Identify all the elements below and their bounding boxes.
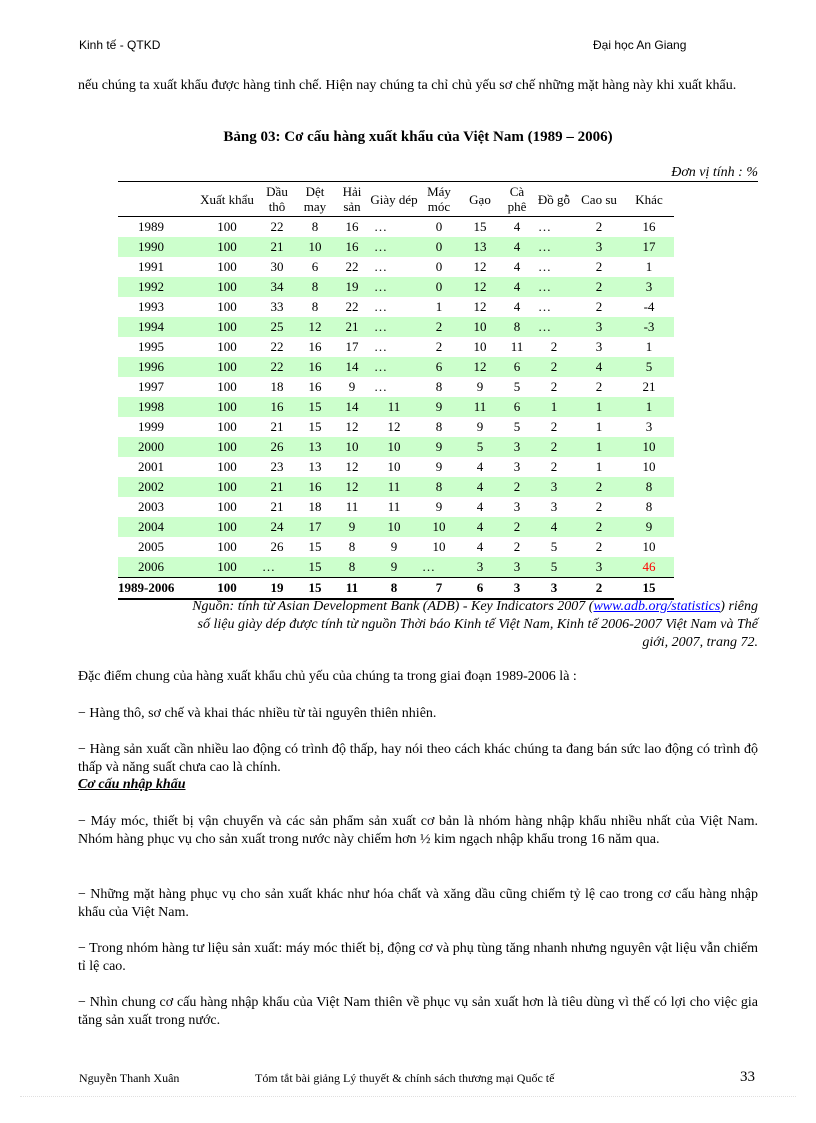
total-cell: 11: [334, 578, 370, 600]
table-row: [118, 457, 674, 477]
table-cell: 23: [270, 459, 284, 474]
table-cell: …: [538, 299, 551, 314]
table-cell: 5: [534, 557, 574, 578]
table-cell: 9: [390, 539, 398, 554]
footer-title: Tóm tắt bài giảng Lý thuyết & chính sách thương mại Quốc tế: [255, 1071, 555, 1085]
table-row: [118, 237, 674, 257]
total-cell: 15: [296, 578, 334, 600]
table-cell: 1993: [138, 299, 164, 314]
table-cell: 21: [642, 379, 656, 394]
table-cell: 9: [348, 379, 356, 394]
column-header: Giày dép: [370, 182, 418, 217]
paragraph-production-goods: − Trong nhóm hàng tư liệu sản xuất: máy móc thiết bị, động cơ và phụ tùng tăng nhanh nhưng nguyên vật liệu vẫn chiếm tỉ lệ cao.: [78, 941, 758, 974]
table-cell: 2: [574, 477, 624, 497]
table-cell: …: [258, 557, 296, 578]
table-cell: 2: [550, 339, 558, 354]
table-cell: 2: [595, 539, 603, 554]
table-cell: 2003: [138, 499, 164, 514]
table-cell: 1992: [118, 277, 196, 297]
table-cell: 10: [473, 339, 487, 354]
table-cell: 1999: [138, 419, 164, 434]
table-cell: 2002: [118, 477, 196, 497]
table-cell: 11: [460, 397, 500, 417]
table-cell: 15: [308, 419, 322, 434]
table-cell: 4: [476, 539, 484, 554]
table-cell: 13: [296, 437, 334, 457]
total-cell: 3: [500, 578, 534, 600]
table-cell: 10: [370, 517, 418, 537]
intro-paragraph: nếu chúng ta xuất khẩu được hàng tinh chế. Hiện nay chúng ta chỉ chủ yếu sơ chế những mặt hàng này khi xuất khẩu.: [78, 78, 737, 93]
total-cell: 3: [534, 578, 574, 600]
table-cell: 1995: [138, 339, 164, 354]
table-cell: 8: [311, 299, 319, 314]
table-cell: 2: [534, 437, 574, 457]
table-cell: 21: [270, 419, 284, 434]
table-cell: 100: [196, 477, 258, 497]
table-cell: 1: [534, 397, 574, 417]
table-body: [118, 217, 674, 600]
table-cell: 8: [348, 539, 356, 554]
table-row: [118, 377, 674, 397]
table-cell: 11: [510, 339, 524, 354]
table-cell: 16: [642, 219, 656, 234]
table-header-row: [118, 182, 674, 217]
table-cell: 9: [334, 517, 370, 537]
table-cell: 10: [624, 437, 674, 457]
table-cell: 2: [550, 379, 558, 394]
table-cell: 4: [460, 517, 500, 537]
table-cell: 3: [500, 437, 534, 457]
table-cell: 6: [500, 357, 534, 377]
table-unit: Đơn vị tính : %: [671, 165, 758, 180]
table-cell: 8: [296, 277, 334, 297]
table-cell: 24: [258, 517, 296, 537]
table-cell: 1989: [138, 219, 164, 234]
table-cell: 3: [513, 499, 521, 514]
column-header: Xuất khẩu: [196, 182, 258, 217]
table-cell: 2: [435, 339, 443, 354]
table-cell: 10: [642, 539, 656, 554]
table-cell: 2004: [118, 517, 196, 537]
table-cell: 4: [574, 357, 624, 377]
table-cell: 1996: [118, 357, 196, 377]
table-cell: 10: [642, 459, 656, 474]
table-cell: 11: [370, 397, 418, 417]
table-cell: 0: [435, 259, 443, 274]
table-cell: 11: [370, 477, 418, 497]
table-cell: 0: [435, 219, 443, 234]
table-cell: 1990: [118, 237, 196, 257]
source-suffix: ) riêng: [720, 599, 758, 614]
table-cell: …: [534, 317, 574, 337]
table-cell: 21: [258, 237, 296, 257]
total-cell: 15: [624, 578, 674, 600]
table-cell: 9: [435, 459, 443, 474]
table-row: [118, 557, 674, 578]
total-cell: 6: [460, 578, 500, 600]
source-link[interactable]: www.adb.org/statistics: [593, 599, 721, 614]
table-cell: …: [370, 237, 418, 257]
table-cell: 2: [595, 299, 603, 314]
table-cell: 8: [500, 317, 534, 337]
table-cell: …: [418, 557, 460, 578]
table-row: [118, 397, 674, 417]
table-cell: …: [370, 317, 418, 337]
table-cell: 9: [435, 499, 443, 514]
table-cell: 15: [296, 397, 334, 417]
table-cell: 16: [345, 219, 359, 234]
table-total-row: [118, 578, 674, 600]
paragraph-characteristics: Đặc điểm chung của hàng xuất khẩu chủ yếu của chúng ta trong giai đoạn 1989-2006 là :: [78, 669, 577, 684]
header-left: Kinh tế - QTKD: [79, 38, 161, 52]
table-cell: 18: [270, 379, 284, 394]
paragraph-raw-goods: − Hàng thô, sơ chế và khai thác nhiều từ tài nguyên thiên nhiên.: [78, 706, 437, 721]
table-row: [118, 517, 674, 537]
table-cell: 12: [387, 419, 401, 434]
table-cell: 2: [595, 219, 603, 234]
table-cell: 21: [270, 499, 284, 514]
total-cell: 8: [370, 578, 418, 600]
table-cell: 30: [270, 259, 284, 274]
total-cell: 19: [258, 578, 296, 600]
table-cell: 100: [217, 219, 237, 234]
table-source: [78, 598, 758, 652]
table-cell: 10: [418, 517, 460, 537]
table-cell: 6: [418, 357, 460, 377]
table-row: [118, 537, 674, 557]
table-cell: 100: [196, 397, 258, 417]
header-right: Đại học An Giang: [593, 38, 687, 52]
paragraph-chemicals: − Những mặt hàng phục vụ cho sản xuất khác như hóa chất và xăng dầu cũng chiếm tỷ lệ cao trong cơ cấu hàng nhập khẩu của Việt Nam.: [78, 887, 758, 920]
table-cell: 26: [270, 539, 284, 554]
table-cell: …: [534, 237, 574, 257]
table-cell: 33: [270, 299, 284, 314]
total-cell: 100: [196, 578, 258, 600]
table-cell: 100: [217, 339, 237, 354]
table-cell: 9: [418, 397, 460, 417]
table-cell: 10: [296, 237, 334, 257]
table-cell: 4: [460, 477, 500, 497]
table-cell: …: [370, 277, 418, 297]
table-cell: 1994: [118, 317, 196, 337]
table-cell: 8: [624, 477, 674, 497]
table-cell: 0: [418, 237, 460, 257]
table-cell: 15: [308, 539, 322, 554]
table-cell: 0: [418, 277, 460, 297]
table-cell: 5: [550, 539, 558, 554]
table-cell: 5: [460, 437, 500, 457]
table-cell: 4: [476, 459, 484, 474]
table-cell: 12: [334, 477, 370, 497]
paragraph-machinery: − Máy móc, thiết bị vận chuyển và các sản phẩm sản xuất cơ bản là nhóm hàng nhập khẩu nhiều nhất của Việt Nam. Nhóm hàng phục vụ cho sản xuất trong nước này chiếm hơn ½ kim ngạch nhập khẩu trong 16 năm qua.: [78, 814, 758, 847]
table-cell: 21: [258, 477, 296, 497]
table-cell: 13: [308, 459, 322, 474]
table-cell: 16: [308, 339, 322, 354]
table-cell: 15: [473, 219, 487, 234]
table-cell: 9: [370, 557, 418, 578]
table-cell: 8: [418, 477, 460, 497]
table-cell: 4: [500, 277, 534, 297]
table-cell: 100: [196, 357, 258, 377]
table-cell: 3: [645, 419, 653, 434]
table-cell: 8: [311, 219, 319, 234]
column-header: Cao su: [574, 182, 624, 217]
table-cell: …: [534, 277, 574, 297]
table-cell: 25: [258, 317, 296, 337]
table-cell: 26: [258, 437, 296, 457]
source-line2: số liệu giày dép được tính từ nguồn Thời báo Kinh tế Việt Nam, Kinh tế 2006-2007 Việt Nam và Thế: [197, 617, 758, 632]
table-cell: 9: [476, 379, 484, 394]
paragraph-overall: − Nhìn chung cơ cấu hàng nhập khẩu của Việt Nam thiên về phục vụ sản xuất hơn là tiêu dùng vì thế có lợi cho việc gia tăng sản xuất trong nước.: [78, 995, 758, 1028]
table-cell: 9: [624, 517, 674, 537]
table-cell: 100: [217, 419, 237, 434]
table-cell: 100: [196, 277, 258, 297]
table-cell: 12: [460, 357, 500, 377]
table-cell: 16: [334, 237, 370, 257]
table-cell: 10: [370, 437, 418, 457]
table-cell: 2: [595, 499, 603, 514]
table-row: [118, 317, 674, 337]
table-cell: 19: [334, 277, 370, 297]
table-cell: 22: [270, 339, 284, 354]
table-cell: -4: [643, 299, 655, 314]
table-cell: 1997: [138, 379, 164, 394]
page-number: 33: [740, 1069, 755, 1085]
table-cell: 2: [595, 259, 603, 274]
table-cell: …: [370, 357, 418, 377]
table-cell: 100: [217, 259, 237, 274]
table-cell: 4: [534, 517, 574, 537]
table-cell: 2: [534, 357, 574, 377]
table-cell: …: [374, 219, 387, 234]
total-cell: 1989-2006: [118, 578, 196, 600]
table-cell: 11: [345, 499, 359, 514]
table-cell: 2: [500, 517, 534, 537]
table-cell: 3: [534, 477, 574, 497]
table-cell: 12: [460, 277, 500, 297]
export-structure-table: [118, 182, 674, 600]
table-cell: 4: [513, 259, 521, 274]
table-cell: 17: [296, 517, 334, 537]
table-cell: 15: [296, 557, 334, 578]
table-cell: 34: [258, 277, 296, 297]
table-cell: 1991: [138, 259, 164, 274]
table-cell: 14: [334, 397, 370, 417]
table-cell: 100: [217, 459, 237, 474]
table-cell: 17: [345, 339, 359, 354]
table-cell: 3: [574, 317, 624, 337]
table-cell: 3: [500, 557, 534, 578]
table-cell: 2006: [118, 557, 196, 578]
table-cell: 100: [217, 299, 237, 314]
table-cell: 16: [296, 357, 334, 377]
table-row: [118, 357, 674, 377]
table-cell: 3: [595, 339, 603, 354]
column-header: Dầu thô: [258, 182, 296, 217]
table-cell: 100: [196, 557, 258, 578]
column-header: Gạo: [460, 182, 500, 217]
table-cell: 1: [645, 259, 653, 274]
table-cell: 10: [334, 437, 370, 457]
table-cell: 11: [387, 499, 401, 514]
table-cell: 16: [296, 477, 334, 497]
table-cell: 2: [550, 459, 558, 474]
table-cell: 8: [645, 499, 653, 514]
table-cell: -3: [624, 317, 674, 337]
table-row: [118, 337, 674, 357]
table-cell: 3: [574, 237, 624, 257]
footer-rule: [20, 1096, 796, 1097]
footer-author: Nguyễn Thanh Xuân: [79, 1071, 180, 1085]
paragraph-labor: − Hàng sản xuất cần nhiều lao động có trình độ thấp, hay nói theo cách khác chúng ta đang bán sức lao động có trình độ thấp và năng suất chưa cao là chính.: [78, 742, 758, 775]
table-cell: …: [538, 259, 551, 274]
column-header: Cà phê: [500, 182, 534, 217]
table-cell: 12: [473, 259, 487, 274]
table-cell: 2: [550, 419, 558, 434]
table-cell: 2: [513, 539, 521, 554]
table-cell: 4: [513, 219, 521, 234]
table-cell: 5: [624, 357, 674, 377]
table-cell: 2001: [138, 459, 164, 474]
table-cell: 5: [513, 419, 521, 434]
table-cell: 22: [345, 259, 359, 274]
table-cell: 12: [345, 419, 359, 434]
table-cell: 6: [311, 259, 319, 274]
source-prefix: Nguồn: tính từ Asian Development Bank (ADB) - Key Indicators 2007 (: [192, 599, 594, 614]
table-cell: 100: [196, 237, 258, 257]
table-cell: 8: [334, 557, 370, 578]
table-cell: 1: [435, 299, 443, 314]
table-cell: 12: [345, 459, 359, 474]
table-cell: 14: [334, 357, 370, 377]
table-cell: 13: [460, 237, 500, 257]
table-cell: 1: [595, 419, 603, 434]
table-row: [118, 477, 674, 497]
table-cell: 4: [476, 499, 484, 514]
table-row: [118, 257, 674, 277]
table-cell: 8: [435, 379, 443, 394]
table-cell: 4: [513, 299, 521, 314]
table-cell: 10: [460, 317, 500, 337]
table-row: [118, 417, 674, 437]
table-cell: …: [538, 219, 551, 234]
table-cell: 2: [418, 317, 460, 337]
table-cell: 5: [513, 379, 521, 394]
column-header: Khác: [624, 182, 674, 217]
table-cell: 3: [574, 557, 624, 578]
table-cell: …: [374, 379, 387, 394]
column-header: Dệt may: [296, 182, 334, 217]
table-cell: 2: [574, 277, 624, 297]
table-cell: 2: [500, 477, 534, 497]
table-cell: 100: [196, 517, 258, 537]
table-cell: 21: [334, 317, 370, 337]
column-header: [118, 182, 196, 217]
table-cell: 100: [196, 437, 258, 457]
table-row: [118, 217, 674, 238]
table-cell: 1: [574, 397, 624, 417]
table-cell: 22: [270, 219, 284, 234]
table-cell: …: [374, 299, 387, 314]
table-cell: 16: [308, 379, 322, 394]
table-cell: 1: [595, 459, 603, 474]
table-cell: …: [374, 259, 387, 274]
table-cell: 3: [460, 557, 500, 578]
table-cell: 18: [308, 499, 322, 514]
table-cell: 8: [435, 419, 443, 434]
table-cell: 12: [296, 317, 334, 337]
table-row: [118, 437, 674, 457]
table-row: [118, 297, 674, 317]
table-cell: 2000: [118, 437, 196, 457]
column-header: Hải sản: [334, 182, 370, 217]
table-row: [118, 277, 674, 297]
table-cell: 10: [387, 459, 401, 474]
column-header: Đồ gỗ: [534, 182, 574, 217]
table-cell: 2: [574, 517, 624, 537]
table-cell: 6: [500, 397, 534, 417]
section-heading-imports: Cơ cấu nhập khẩu: [78, 777, 186, 792]
table-cell: 10: [432, 539, 446, 554]
table-cell: 22: [258, 357, 296, 377]
table-cell: 2: [595, 379, 603, 394]
table-cell: 12: [473, 299, 487, 314]
table-cell: 1: [624, 397, 674, 417]
table-cell: 22: [345, 299, 359, 314]
table-cell: 1: [574, 437, 624, 457]
table-cell: 9: [476, 419, 484, 434]
table-cell: 1: [645, 339, 653, 354]
column-header: Máy móc: [418, 182, 460, 217]
table-cell: 100: [217, 499, 237, 514]
table-cell: 9: [418, 437, 460, 457]
total-cell: 7: [418, 578, 460, 600]
table-cell: 3: [550, 499, 558, 514]
table-row: [118, 497, 674, 517]
table-cell: …: [374, 339, 387, 354]
table-cell: 100: [217, 379, 237, 394]
table-title: Bảng 03: Cơ cấu hàng xuất khẩu của Việt Nam (1989 – 2006): [223, 129, 613, 145]
table-cell: 1998: [118, 397, 196, 417]
table-cell: 46: [624, 557, 674, 578]
table-cell: 2005: [138, 539, 164, 554]
table-cell: 100: [217, 539, 237, 554]
table-cell: 4: [500, 237, 534, 257]
table-cell: 17: [624, 237, 674, 257]
total-cell: 2: [574, 578, 624, 600]
source-line3: giới, 2007, trang 72.: [642, 635, 758, 650]
table-cell: 3: [624, 277, 674, 297]
table-cell: 16: [258, 397, 296, 417]
table-cell: 100: [196, 317, 258, 337]
table-cell: 3: [513, 459, 521, 474]
